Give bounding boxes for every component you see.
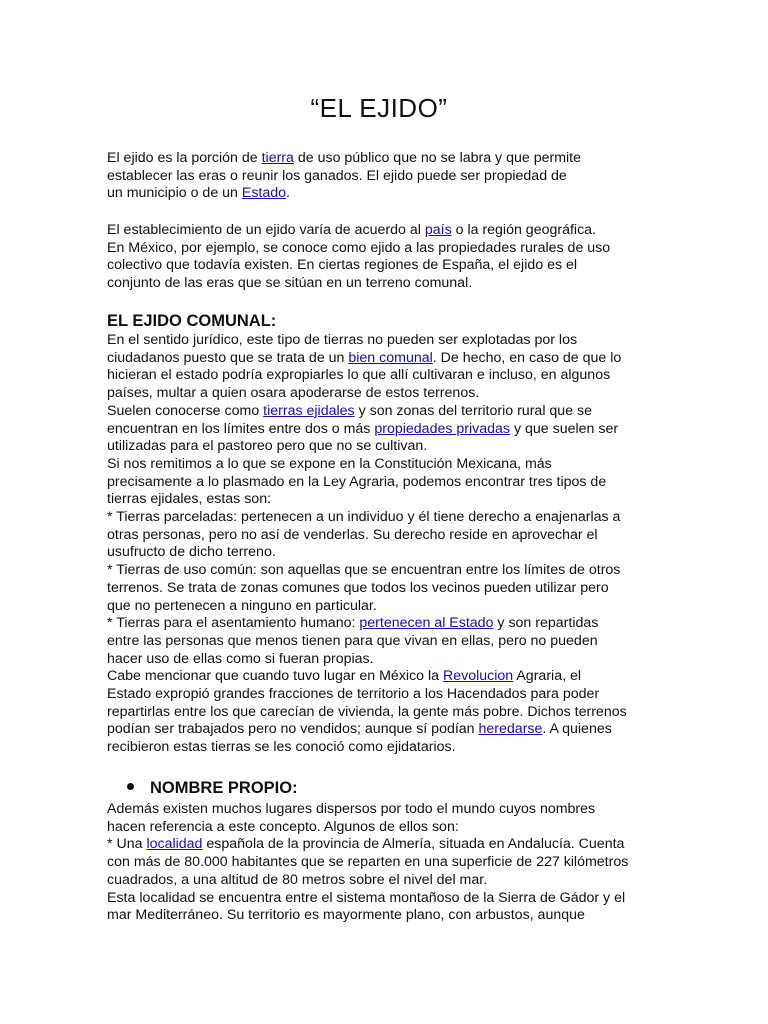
text-line: repartirlas entre los que carecían de vivienda, la gente más pobre. Dichos terrenos [107,703,627,720]
text-line: colectivo que todavía existen. En ciertas regiones de España, el ejido es el [107,257,578,274]
text-line: países, multar a quien osara apoderarse de estos terrenos. [107,385,480,402]
text-line: Esta localidad se encuentra entre el sistema montañoso de la Sierra de Gádor y el [107,889,626,906]
link-propiedades-privadas[interactable]: propiedades privadas [374,420,511,437]
link-heredarse[interactable]: heredarse [478,721,543,738]
text-line: Además existen muchos lugares dispersos por todo el mundo cuyos nombres [107,801,596,817]
text-line: hacen referencia a este concepto. Algunos de ellos son: [107,818,459,835]
text-line: podían ser trabajados pero no vendidos; aunque sí podían heredarse. A quienes [107,721,612,738]
text-line: * Tierras de uso común: son aquellas que se encuentran entre los límites de otros [107,562,621,579]
link-pertenecen-al-estado[interactable]: pertenecen al Estado [359,615,494,632]
page-title: “EL EJIDO” [310,93,448,123]
bullet-icon [127,783,134,790]
intro-paragraph [107,150,667,203]
text-line: Suelen conocerse como tierras ejidales y son zonas del territorio rural que se [107,402,593,419]
section-heading-nombre-propio: NOMBRE PROPIO: [127,779,298,798]
text-line: En el sentido jurídico, este tipo de tierras no pueden ser explotadas por los [107,332,578,348]
text-line: cuadrados, a una altitud de 80 metros sobre el nivel del mar. [107,871,488,888]
text-line: conjunto de las eras que se sitúan en un terreno comunal. [107,275,473,292]
text-line: * Tierras para el asentamiento humano: pertenecen al Estado y son repartidas [107,615,599,632]
text-line: El establecimiento de un ejido varía de acuerdo al país o la región geográfica. [107,222,597,238]
text-line: con más de 80.000 habitantes que se reparten en una superficie de 227 kilómetros [107,854,629,871]
nombre-propio-body [107,801,667,925]
text-line: * Una localidad española de la provincia de Almería, situada en Andalucía. Cuenta [107,836,625,853]
text-line: utilizadas para el pastoreo pero que no se cultivan. [107,438,428,455]
text-line: encuentran en los límites entre dos o más propiedades privadas y que suelen ser [107,420,619,437]
text-line: En México, por ejemplo, se conoce como ejido a las propiedades rurales de uso [107,239,611,256]
text-line: entre las personas que menos tienen para que vivan en ellas, pero no pueden [107,632,598,649]
text-line: establecer las eras o reunir los ganados. El ejido puede ser propiedad de [107,167,567,184]
text-line: Cabe mencionar que cuando tuvo lugar en México la Revolucion Agraria, el [107,668,582,685]
text-line: ciudadanos puesto que se trata de un bien comunal. De hecho, en caso de que lo [107,349,622,366]
text-line: otras personas, pero no así de venderlas. Su derecho reside en aprovechar el [107,526,598,543]
link-localidad[interactable]: localidad [146,836,203,853]
text-line: usufructo de dicho terreno. [107,544,276,561]
text-line: mar Mediterráneo. Su territorio es mayormente plano, con arbustos, aunque [107,907,585,924]
text-line: que no pertenecen a ninguno en particular. [107,597,377,614]
text-line: precisamente a lo plasmado en la Ley Agraria, podemos encontrar tres tipos de [107,473,607,490]
link-bien-comunal[interactable]: bien comunal [348,349,433,366]
link-tierras-ejidales[interactable]: tierras ejidales [263,402,355,419]
text-line: Si nos remitimos a lo que se expone en la Constitución Mexicana, más [107,455,552,472]
establishment-paragraph [107,222,667,293]
text-line: recibieron estas tierras se les conoció como ejidatarios. [107,739,456,756]
text-line: El ejido es la porción de tierra de uso público que no se labra y que permite [107,150,582,166]
text-line: un municipio o de un Estado. [107,185,290,202]
link-pais[interactable]: país [424,222,452,238]
text-line: hacer uso de ellas como si fueran propias. [107,650,374,667]
link-revolucion[interactable]: Revolucion [442,668,514,685]
text-line: * Tierras parceladas: pertenecen a un individuo y él tiene derecho a enajenarlas a [107,509,621,526]
link-tierra[interactable]: tierra [261,150,294,166]
link-estado[interactable]: Estado [241,185,287,202]
ejido-comunal-body [107,332,667,757]
text-line: Estado expropió grandes fracciones de territorio a los Hacendados para poder [107,686,600,703]
text-line: tierras ejidales, estas son: [107,491,272,508]
text-line: hicieran el estado podría expropiarles lo que allí cultivaran e incluso, en algunos [107,367,611,384]
section-heading-ejido-comunal: EL EJIDO COMUNAL: [107,312,277,330]
text-line: terrenos. Se trata de zonas comunes que todos los vecinos pueden utilizar pero [107,579,609,596]
